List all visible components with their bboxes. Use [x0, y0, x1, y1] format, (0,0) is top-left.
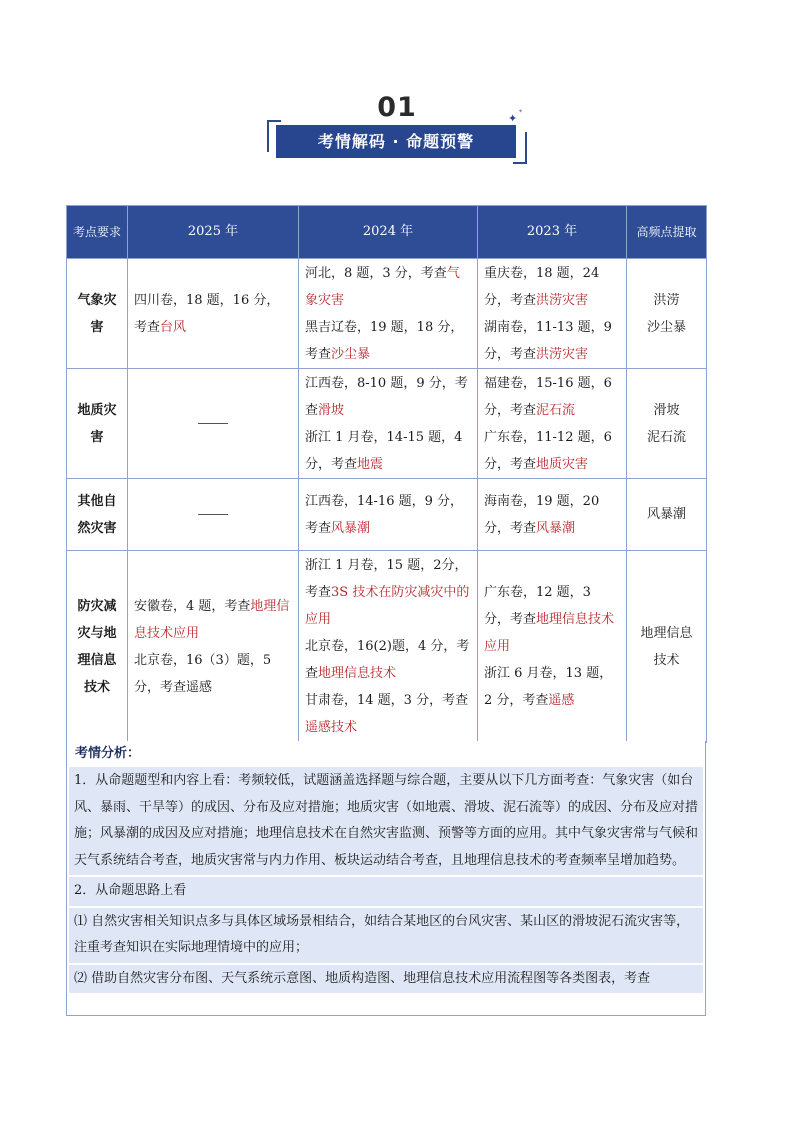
cell-text: 海南卷，19 题，20 分，考查 — [484, 493, 600, 536]
year-cell-y2024 — [299, 259, 478, 369]
header-cell: 高频点提取 — [627, 206, 707, 259]
highlight-point: 泥石流 — [646, 429, 686, 445]
analysis-box — [66, 741, 706, 1016]
cell-text: 浙江 1 月卷，15 题，2分，考查 — [305, 558, 468, 600]
cell-text: 四川卷，18 题，16 分，考查 — [134, 292, 280, 335]
cell-text: 黑吉辽卷，19 题，18 分，考查 — [305, 319, 464, 362]
analysis-paragraph: 2．从命题思路上看 — [69, 877, 703, 906]
year-cell-y2024 — [299, 479, 478, 551]
header-cell: 2024 年 — [299, 206, 478, 259]
highlight-text: 遥感技术 — [305, 720, 358, 735]
cell-text: 江西卷，14-16 题，9 分，考查 — [305, 493, 464, 536]
year-cell-y2023 — [478, 259, 627, 369]
year-cell-y2023 — [478, 369, 627, 479]
category-cell: 气象灾害 — [67, 259, 128, 369]
highlight-text: 地质灾害 — [536, 456, 589, 472]
table-row — [67, 369, 707, 479]
cell-text: 浙江 1 月卷，14-15 题，4 分，考查 — [305, 429, 463, 472]
highlight-point-cell — [627, 369, 707, 479]
highlight-text: 地理信息技术应用 — [134, 598, 290, 641]
highlight-text: 沙尘暴 — [331, 346, 371, 362]
highlight-point: 地理信息 — [640, 625, 693, 641]
table-row — [67, 259, 707, 369]
cell-text: 北京卷，16(2)题，4 分，考查 — [305, 639, 470, 681]
highlight-text: 地理信息技术 — [318, 666, 397, 681]
section-banner — [270, 120, 524, 164]
category-cell: 防灾减灾与地理信息技术 — [67, 551, 128, 743]
year-cell-y2024 — [299, 369, 478, 479]
cell-text: 安徽卷，4 题，考查 — [134, 598, 251, 614]
cell-text: 北京卷，16（3）题，5 分，考查遥感 — [134, 652, 272, 695]
highlight-point-cell — [627, 551, 707, 743]
highlight-point-cell — [627, 259, 707, 369]
year-cell-y2025 — [128, 479, 299, 551]
cell-text: 广东卷，12 题，3 分，考查 — [484, 585, 591, 627]
table-header-row — [67, 206, 707, 259]
highlight-point: 沙尘暴 — [646, 319, 686, 335]
year-cell-y2024 — [299, 551, 478, 743]
cell-text: 广东卷，11-12 题，6 分，考查 — [484, 429, 612, 472]
header-cell: 考点要求 — [67, 206, 128, 259]
highlight-point: 风暴潮 — [646, 507, 686, 522]
year-cell-y2025 — [128, 259, 299, 369]
header-cell: 2023 年 — [478, 206, 627, 259]
sparkle-small-icon: ✦ — [518, 108, 524, 115]
year-cell-y2025 — [128, 551, 299, 743]
highlight-text: 台风 — [160, 319, 187, 335]
analysis-paragraph: ⑴ 自然灾害相关知识点多与具体区域场景相结合，如结合某地区的台风灾害、某山区的滑坡泥石流灾害等，注重考查知识在实际地理情境中的应用； — [69, 908, 703, 963]
table-row — [67, 479, 707, 551]
analysis-paragraph: 1．从命题题型和内容上看：考频较低，试题涵盖选择题与综合题，主要从以下几方面考查：气象灾害（如台风、暴雨、干旱等）的成因、分布及应对措施；地质灾害（如地震、滑坡、泥石流等）的成因、分布及应对措施；风暴潮的成因及应对措施；地理信息技术在自然灾害监测、预警等方面的应用。其中气象灾害常与气候和天气系统结合考查，地质灾害常与内力作用、板块运动结合考查，且地理信息技术的考查频率呈增加趋势。 — [69, 767, 703, 875]
year-cell-y2025 — [128, 369, 299, 479]
highlight-point-cell — [627, 479, 707, 551]
highlight-text: 气象灾害 — [305, 265, 460, 308]
category-cell: 其他自然灾害 — [67, 479, 128, 551]
cell-text: 江西卷，8-10 题，9 分，考查 — [305, 375, 468, 418]
highlight-text: 泥石流 — [536, 402, 576, 418]
section-number: 01 — [377, 92, 417, 123]
exam-analysis-table — [66, 205, 707, 743]
cell-text: 浙江 6 月卷，13 题，2 分，考查 — [484, 666, 613, 708]
highlight-point: 滑坡 — [653, 402, 680, 418]
cell-text: 河北，8 题，3 分，考查 — [305, 265, 447, 281]
highlight-text: 风暴潮 — [536, 520, 576, 536]
empty-dash — [198, 514, 228, 515]
analysis-paragraph: ⑵ 借助自然灾害分布图、天气系统示意图、地质构造图、地理信息技术应用流程图等各类图表，考查 — [69, 965, 703, 994]
highlight-point: 洪涝 — [653, 292, 680, 308]
highlight-text: 3S 技术在防灾减灾中的应用 — [305, 585, 470, 627]
cell-text: 福建卷，15-16 题，6 分，考查 — [484, 375, 612, 418]
cell-text: 湖南卷，11-13 题，9 分，考查 — [484, 319, 612, 362]
highlight-text: 地理信息技术应用 — [484, 612, 615, 654]
cell-text: 重庆卷，18 题，24 分，考查 — [484, 265, 600, 308]
sparkle-icon: ✦ — [508, 112, 518, 125]
header-cell: 2025 年 — [128, 206, 299, 259]
table-row — [67, 551, 707, 743]
highlight-text: 洪涝灾害 — [536, 292, 589, 308]
highlight-text: 地震 — [357, 456, 384, 472]
year-cell-y2023 — [478, 479, 627, 551]
banner-title: 考情解码 · 命题预警 — [276, 125, 516, 158]
cell-text: 甘肃卷，14 题，3 分，考查 — [305, 693, 469, 708]
empty-dash — [198, 423, 228, 424]
category-cell: 地质灾害 — [67, 369, 128, 479]
year-cell-y2023 — [478, 551, 627, 743]
highlight-text: 风暴潮 — [331, 520, 371, 536]
highlight-point: 技术 — [653, 652, 680, 668]
highlight-text: 遥感 — [548, 693, 575, 708]
analysis-title: 考情分析： — [67, 741, 705, 767]
highlight-text: 洪涝灾害 — [536, 346, 589, 362]
highlight-text: 滑坡 — [318, 402, 345, 418]
